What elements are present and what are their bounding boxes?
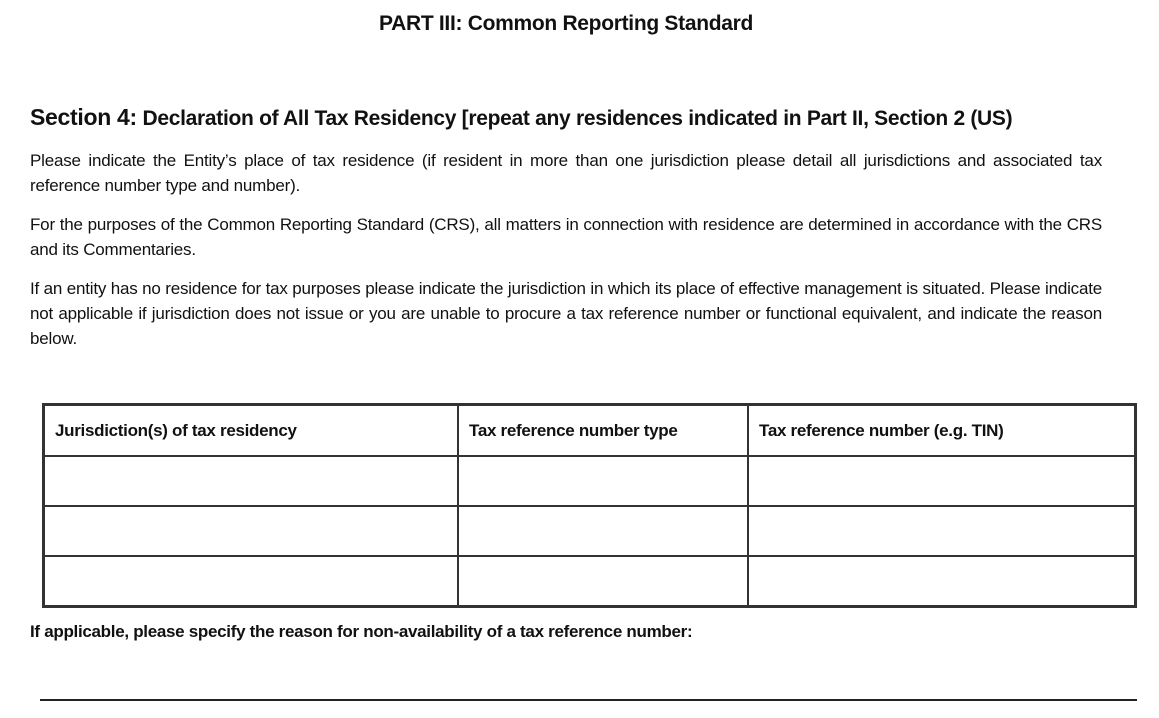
tin-field[interactable]	[748, 506, 1136, 556]
header-tin: Tax reference number (e.g. TIN)	[748, 405, 1136, 457]
table-row	[44, 556, 1136, 607]
reason-input-line[interactable]	[40, 699, 1137, 701]
table-header-row	[44, 405, 1136, 457]
part-title: PART III: Common Reporting Standard	[378, 12, 754, 35]
tin-field[interactable]	[748, 456, 1136, 506]
jurisdiction-field[interactable]	[44, 506, 459, 556]
header-tin-type: Tax reference number type	[458, 405, 748, 457]
section-heading	[30, 104, 1012, 131]
reason-label: If applicable, please specify the reason for non-availability of a tax reference number:	[30, 622, 693, 641]
tin-type-field[interactable]	[458, 506, 748, 556]
tax-residency-table	[42, 403, 1137, 608]
instruction-paragraph: If an entity has no residence for tax purposes please indicate the jurisdiction in which its place of effective management is situated. Please indicate not applicable if jurisdiction does not issue or you are unable to procure a tax reference number or functional equivalent, and indicate the reason below.	[30, 279, 1102, 348]
jurisdiction-field[interactable]	[44, 556, 459, 607]
instruction-paragraph: For the purposes of the Common Reporting Standard (CRS), all matters in connection with residence are determined in accordance with the CRS and its Commentaries.	[30, 215, 1102, 259]
header-jurisdiction: Jurisdiction(s) of tax residency	[44, 405, 459, 457]
tin-field[interactable]	[748, 556, 1136, 607]
table-row	[44, 506, 1136, 556]
table-row	[44, 456, 1136, 506]
section-number: Section 4:	[30, 104, 137, 130]
instruction-paragraph: Please indicate the Entity’s place of tax residence (if resident in more than one jurisdiction please detail all jurisdictions and associated tax reference number type and number).	[30, 151, 1102, 195]
tin-type-field[interactable]	[458, 556, 748, 607]
jurisdiction-field[interactable]	[44, 456, 459, 506]
section-title: Declaration of All Tax Residency [repeat any residences indicated in Part II, Section 2 (US)	[142, 107, 1013, 130]
tin-type-field[interactable]	[458, 456, 748, 506]
